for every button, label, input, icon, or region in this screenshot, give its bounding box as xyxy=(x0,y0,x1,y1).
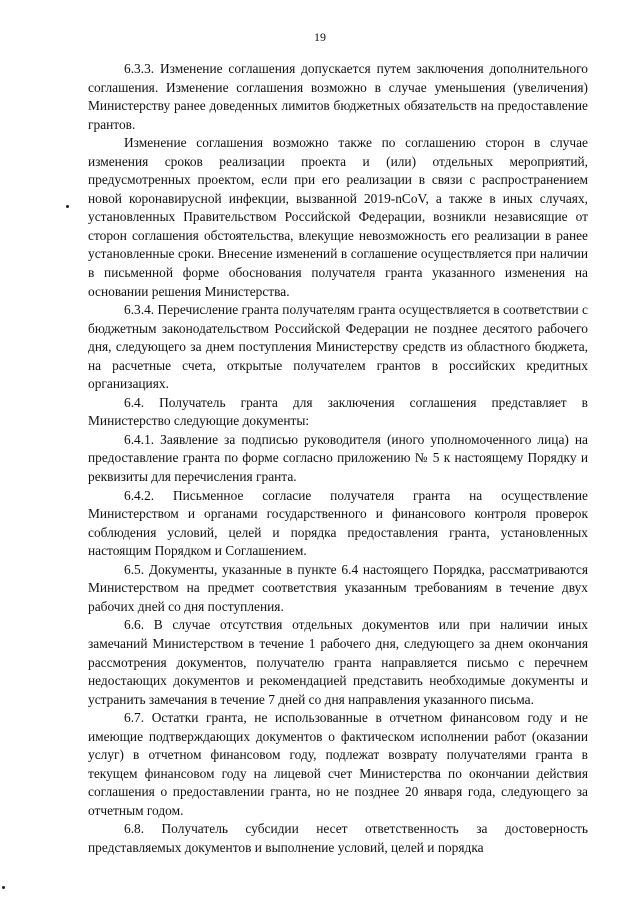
page-body xyxy=(88,60,588,858)
scan-speck xyxy=(66,205,69,208)
paragraph-6-3-3-continued: Изменение соглашения возможно также по соглашению сторон в случае изменения сроков реализации проекта и (или) отдельных мероприятий, предусмотренных проектом, если при его реализации в связи с распространением новой коронавирусной инфекции, вызванной 2019-nCoV, а также в иных случаях, установленных Правительством Российской Федерации, возникли независящие от сторон соглашения обстоятельства, влекущие невозможность его реализации в ранее установленные сроки. Внесение изменений в соглашение осуществляется при наличии в письменной форме обоснования получателя гранта указанного изменения на основании решения Министерства. xyxy=(88,135,588,299)
paragraph-6-6: 6.6. В случае отсутствия отдельных документов или при наличии иных замечаний Министерством в течение 1 рабочего дня, следующего за днем окончания рассмотрения документов, получателю гранта направляется письмо с перечнем недостающих документов и рекомендацией представить необходимые документы и устранить замечания в течение 7 дней со дня направления указанного письма. xyxy=(88,617,588,707)
paragraph-6-8: 6.8. Получатель субсидии несет ответственность за достоверность представляемых документов и выполнение условий, целей и порядка xyxy=(88,821,588,855)
paragraph-6-7: 6.7. Остатки гранта, не использованные в отчетном финансовом году и не имеющие подтверждающих документов о фактическом исполнении работ (оказании услуг) в отчетном финансовом году, подлежат возврату получателями гранта в текущем финансовом году на лицевой счет Министерства по окончании действия соглашения о предоставлении гранта, но не позднее 20 января года, следующего за отчетным годом. xyxy=(88,710,588,818)
paragraph-6-4-2: 6.4.2. Письменное согласие получателя гранта на осуществление Министерством и органами государственного и финансового контроля проверок соблюдения условий, целей и порядка предоставления гранта, установленных настоящим Порядком и Соглашением. xyxy=(88,487,588,559)
paragraph-6-3-4: 6.3.4. Перечисление гранта получателям гранта осуществляется в соответствии с бюджетным законодательством Российской Федерации не позднее десятого рабочего дня, следующего за днем поступления Министерству средств из областного бюджета, на расчетные счета, открытые получателем грантов в российских кредитных организациях. xyxy=(88,302,588,392)
paragraph-6-3-3: 6.3.3. Изменение соглашения допускается путем заключения дополнительного соглашения. Изменение соглашения возможно в случае уменьшения (увеличения) Министерству ранее доведенных лимитов бюджетных обязательств на предоставление грантов. xyxy=(88,61,588,132)
scan-speck xyxy=(2,886,5,889)
paragraph-6-4-1: 6.4.1. Заявление за подписью руководителя (иного уполномоченного лица) на предоставление гранта по форме согласно приложению № 5 к настоящему Порядку и реквизиты для перечисления гранта. xyxy=(88,431,588,485)
paragraph-6-4: 6.4. Получатель гранта для заключения соглашения представляет в Министерство следующие документы: xyxy=(88,394,588,429)
page-number: 19 xyxy=(314,30,326,44)
paragraph-6-5: 6.5. Документы, указанные в пункте 6.4 настоящего Порядка, рассматриваются Министерством на предмет соответствия указанным требованиям в течение двух рабочих дней со дня поступления. xyxy=(88,561,588,614)
